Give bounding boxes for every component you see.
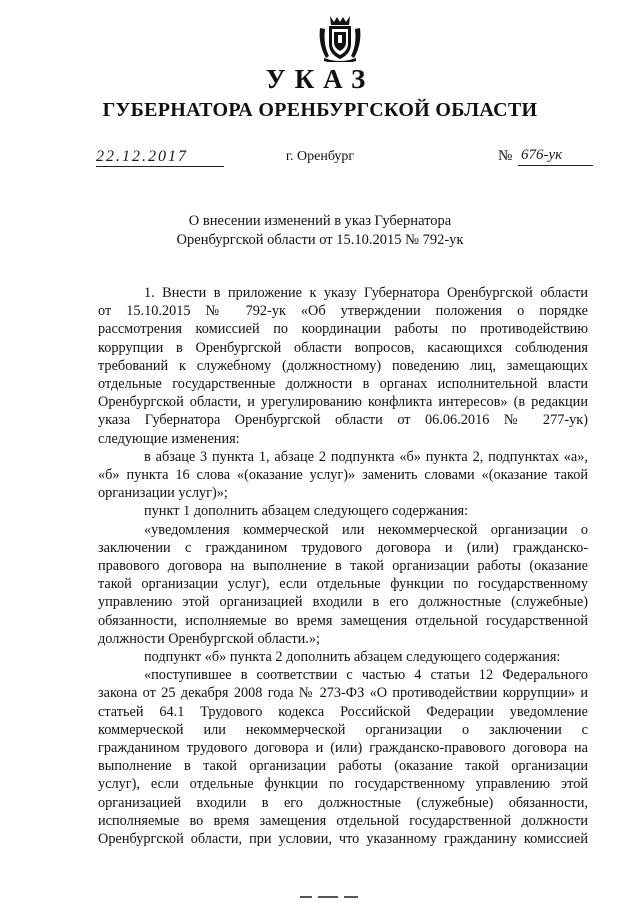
body-line: «уведомления коммерческой или некоммерческой организации о bbox=[144, 521, 588, 538]
body-line: закона от 25 декабря 2008 года № 273-ФЗ «О противодействии коррупции» и bbox=[98, 685, 588, 702]
document-title: УКАЗ bbox=[265, 64, 375, 94]
body-line: указа Губернатора Оренбургской области от 06.06.2016 № 277-ук) bbox=[98, 412, 588, 429]
body-line: от 15.10.2015 № 792-ук «Об утверждении положения о порядке bbox=[98, 303, 588, 320]
document-subtitle: ГУБЕРНАТОРА ОРЕНБУРГСКОЙ ОБЛАСТИ bbox=[102, 99, 538, 121]
body-line: следующие изменения: bbox=[98, 430, 240, 447]
decree-city: г. Оренбург bbox=[285, 149, 355, 164]
body-line: подпункт «б» пункта 2 дополнить абзацем следующего содержания: bbox=[144, 649, 561, 666]
body-line: организации услуг)»; bbox=[98, 485, 228, 502]
decree-body bbox=[98, 284, 588, 848]
body-line: Оренбургской области, и урегулированию конфликта интересов» (в редакции bbox=[98, 394, 588, 411]
body-line: выполнение в такой организации работы (оказание такой организации bbox=[98, 758, 588, 775]
body-line: в абзаце 3 пункта 1, абзаце 2 подпункта «б» пункта 2, подпунктах «а», bbox=[144, 448, 588, 465]
body-line: гражданином трудового договора и (или) гражданско-правового договора на bbox=[98, 740, 588, 757]
body-line: исполняемые во время замещения отдельной государственной должности bbox=[98, 812, 588, 829]
body-line: должности Оренбургской области.»; bbox=[98, 630, 321, 647]
cut-off-text-fragment bbox=[300, 895, 360, 899]
body-line: Оренбургской области, при условии, что указанному гражданину комиссией bbox=[98, 831, 588, 848]
body-line: требований к служебному (должностному) поведению лиц, замещающих bbox=[98, 357, 588, 374]
coat-of-arms-icon bbox=[318, 14, 362, 62]
body-line: «б» пункта 16 слова «(оказание услуг)» заменить словами «(оказание такой bbox=[98, 467, 588, 484]
decree-subject bbox=[0, 212, 640, 250]
body-line: 1. Внести в приложение к указу Губернатора Оренбургской области bbox=[144, 285, 588, 301]
decree-date: 22.12.2017 bbox=[96, 147, 224, 167]
body-line: статьей 64.1 Трудового кодекса Российской Федерации уведомление bbox=[98, 703, 588, 720]
body-line: «поступившее в соответствии с частью 4 статьи 12 Федерального bbox=[144, 667, 588, 684]
body-line: коррупции в Оренбургской области вопросов, касающихся соблюдения bbox=[98, 339, 588, 356]
body-line: отдельные государственные должности в органах исполнительной власти bbox=[98, 376, 588, 393]
body-line: пункт 1 дополнить абзацем следующего содержания: bbox=[144, 503, 469, 520]
body-line: организацией входили в его должностные (служебные) обязанности, bbox=[98, 794, 588, 811]
decree-number-label: № bbox=[498, 148, 513, 164]
subject-line: О внесении изменений в указ Губернатора bbox=[188, 213, 452, 229]
body-line: обязанности, исполняемые во время замещения отдельной государственной bbox=[98, 612, 588, 629]
subject-line: Оренбургской области от 15.10.2015 № 792-ук bbox=[176, 232, 464, 248]
body-line: коммерческой или некоммерческой организации о заключении с bbox=[98, 721, 588, 738]
body-line: заключении с гражданином трудового договора и (или) гражданско- bbox=[98, 539, 588, 556]
body-line: правового договора на выполнение в такой организации работы (оказание bbox=[98, 558, 588, 575]
decree-number: 676-ук bbox=[518, 146, 593, 166]
body-line: услуг), если отдельные функции по государственному управлению этой bbox=[98, 776, 588, 793]
body-line: такой организации услуг), если отдельные функции по государственному bbox=[98, 576, 588, 593]
body-line: рассмотрения комиссией по координации работы по противодействию bbox=[98, 321, 588, 338]
body-line: управлению этой организацией входили в его должностные (служебные) bbox=[98, 594, 588, 611]
